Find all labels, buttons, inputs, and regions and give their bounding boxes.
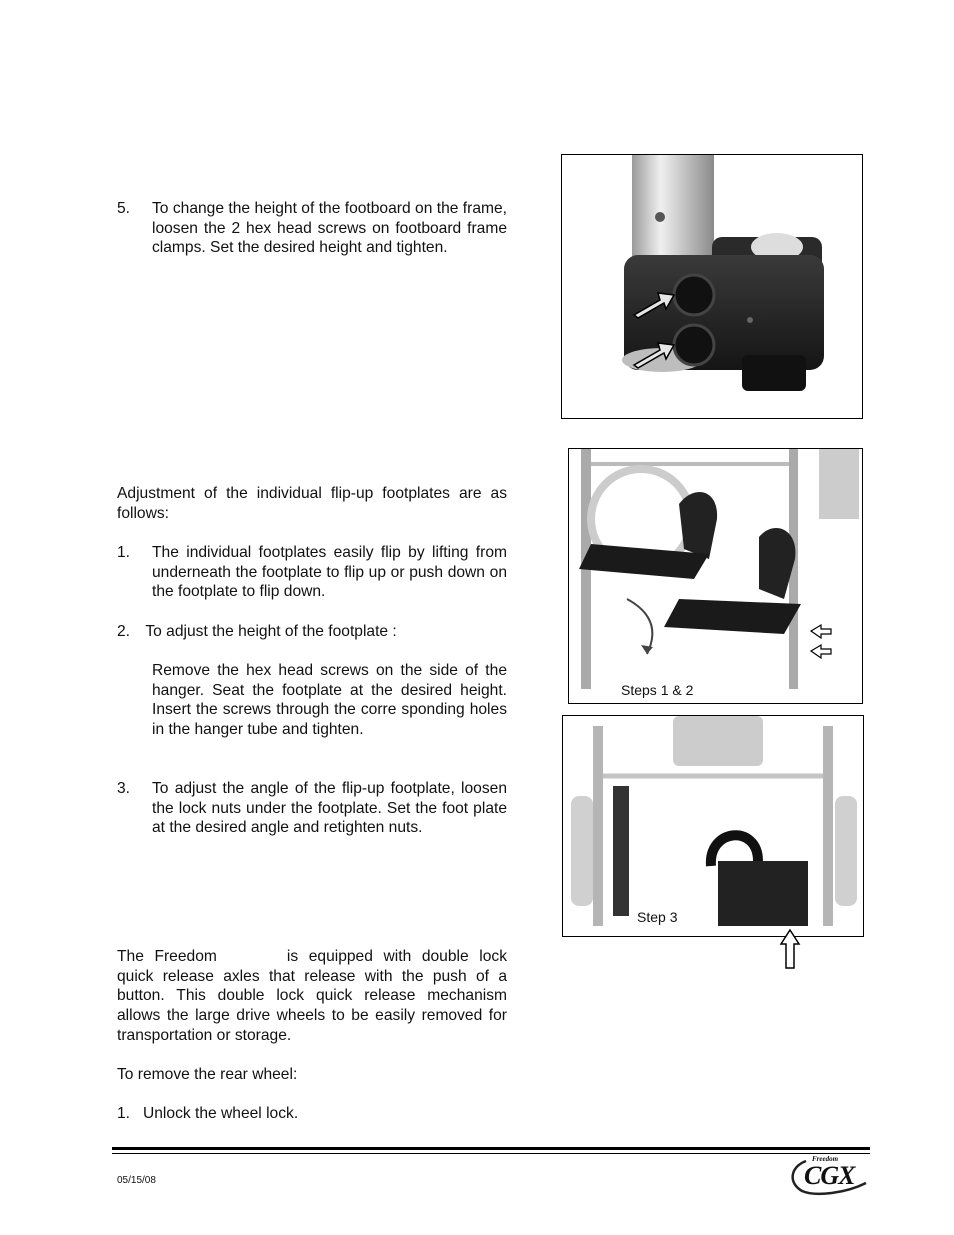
footer-rule-thick [112,1147,870,1150]
step-5-number: 5. [117,200,131,217]
footplates-step-3-text: To adjust the angle of the flip-up footplate, loosen the lock nuts under the footplate. Set the foot plate at the desired angle and retighten nuts. [152,780,507,837]
frame-clamp-illustration [562,155,862,418]
axles-paragraph [117,947,507,1046]
footplates-step-2-detail [117,661,507,740]
logo-small-text: Freedom [812,1155,839,1163]
footplates-step-1 [117,543,507,602]
step-5 [117,199,507,258]
footer-date: 05/15/08 [117,1175,156,1186]
footplates-intro: Adjustment of the individual flip-up footplates are as follows: [117,485,507,522]
figure-step-3 [562,715,864,937]
footplates-step-3 [117,779,507,838]
caption-step-3: Step 3 [637,909,678,925]
figure-frame-clamp [561,154,863,419]
footplates-step-2-text: To adjust the height of the footplate : [145,623,397,640]
footplates-illustration [569,449,862,703]
footplate-angle-illustration [563,716,863,936]
cgx-logo [786,1153,871,1198]
footplates-step-3-number: 3. [117,780,131,797]
footplates-step-1-text: The individual footplates easily flip by lifting from underneath the footplate to flip up or push down on the footplate to flip down. [152,544,507,601]
figure-steps-1-2 [568,448,863,704]
footplates-step-2 [117,622,507,642]
arrow-icon [811,625,831,638]
remove-wheel-step-1: 1. Unlock the wheel lock. [117,1105,299,1122]
caption-steps-1-2: Steps 1 & 2 [621,682,694,698]
remove-wheel-intro: To remove the rear wheel: [117,1066,298,1083]
step-5-text: To change the height of the footboard on the frame, loosen the 2 hex head screws on footboard frame clamps. Set the desired height and tighten. [152,200,507,257]
footer-rule-thin [112,1153,870,1154]
logo-text: CGX [804,1161,855,1190]
up-arrow-icon [779,928,801,970]
axles-paragraph-rest: is equipped with double lock quick release axles that release with the push of a button. This double lock quick release mechanism allows the large drive wheels to be easily removed for transportation or storage. [117,948,507,1044]
footplates-step-2-detail-text: Remove the hex head screws on the side of the hanger. Seat the footplate at the desired height. Insert the screws through the corre sponding holes in the hanger tube and tighten. [152,662,507,739]
axles-paragraph-start: The Freedom [117,948,217,965]
arrow-icon [811,645,831,658]
footplates-step-2-number: 2. [117,623,131,640]
footplates-step-1-number: 1. [117,544,131,561]
